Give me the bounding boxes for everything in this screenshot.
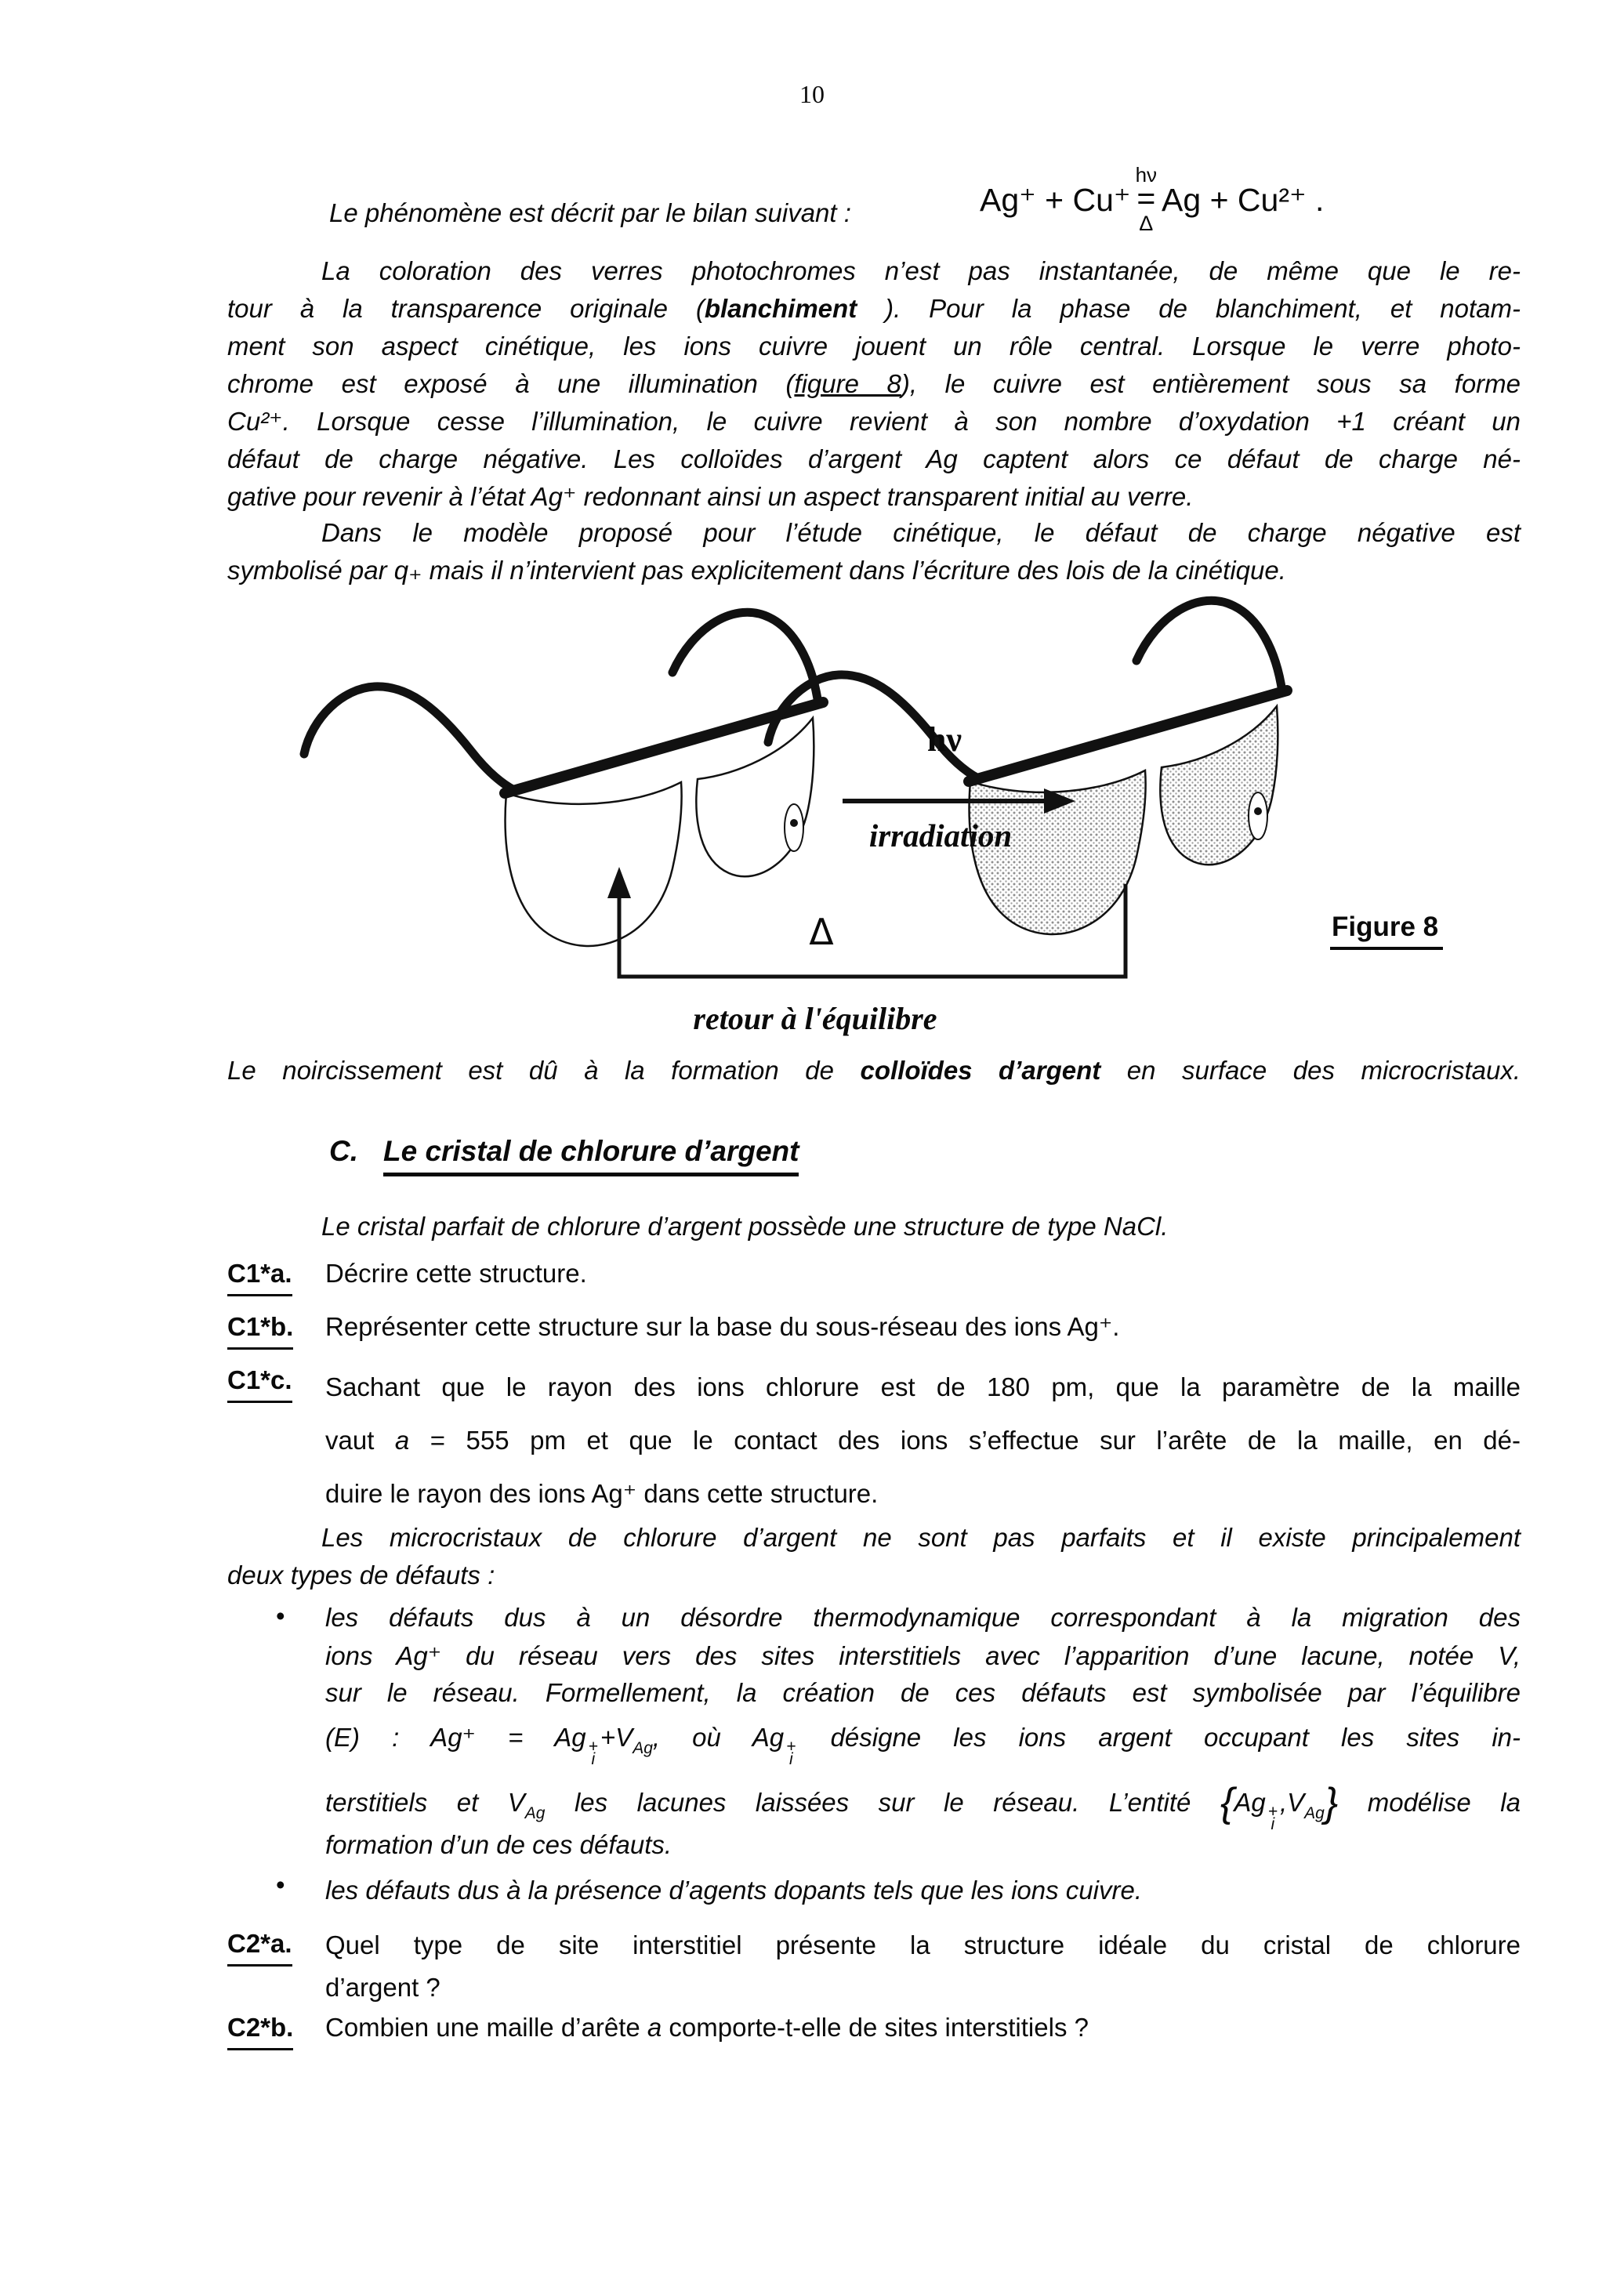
bullet-thermodynamic-defects xyxy=(227,1603,1521,1869)
text-line: Dans le modèle proposé pour l’étude cinétique, le défaut de charge négative est xyxy=(321,518,1521,547)
text-line: les défauts dus à la présence d’agents dopants tels que les ions cuivre. xyxy=(325,1876,1142,1905)
page-number: 10 xyxy=(799,80,825,108)
close-brace: } xyxy=(1324,1780,1339,1825)
equation-right-side: Ag + Cu²⁺ . xyxy=(1162,182,1325,218)
hv-label: hν xyxy=(926,720,962,759)
text-segment: Ag xyxy=(1234,1788,1266,1817)
text-line: ions Ag⁺ du réseau vers des sites interstitiels avec l’apparition d’une lacune, notée V, xyxy=(325,1641,1521,1670)
equation-delta-condition: Δ xyxy=(1139,212,1154,235)
text-segment: ). Pour la phase de blanchiment, et notam- xyxy=(857,294,1521,323)
irradiation-label: irradiation xyxy=(868,817,1013,854)
text-line: d’argent ? xyxy=(325,1973,440,2002)
vacancy-ag-subscript: Ag xyxy=(633,1739,653,1757)
vacancy-ag-subscript: Ag xyxy=(1304,1804,1325,1822)
text-line xyxy=(325,1414,1521,1467)
text-segment: ,V xyxy=(1279,1788,1305,1817)
text-line: formation d’un de ces défauts. xyxy=(325,1830,672,1859)
figure8-caption: Figure 8 xyxy=(1330,912,1443,950)
sub-i: i xyxy=(1271,1815,1275,1834)
text-segment: tour à la transparence originale ( xyxy=(227,294,705,323)
text-line: Cu²⁺. Lorsque cesse l’illumination, le cuivre revient à son nombre d’oxydation +1 créant un xyxy=(227,407,1521,436)
interstitial-index-stack xyxy=(786,1738,796,1769)
equation-hv-condition: hν xyxy=(1135,163,1158,187)
equation-left-side: Ag⁺ + Cu⁺ xyxy=(980,182,1131,218)
text-segment: les lacunes laissées sur le réseau. L’entité xyxy=(545,1788,1220,1817)
photochromic-equation xyxy=(980,165,1324,235)
question-text: Décrire cette structure. xyxy=(325,1259,587,1288)
text-line: Les microcristaux de chlorure d’argent ne sont pas parfaits et il existe principalement xyxy=(321,1523,1521,1552)
text-segment: chrome est exposé à une illumination ( xyxy=(227,369,795,398)
edge-parameter-a: a xyxy=(647,2013,662,2042)
text-segment: , où Ag xyxy=(652,1723,785,1752)
text-line: deux types de défauts : xyxy=(227,1561,495,1590)
colloides-bold: colloïdes d’argent xyxy=(860,1056,1101,1085)
retour-equilibre-label: retour à l'équilibre xyxy=(693,1001,937,1036)
text-segment: = 555 pm et que le contact des ions s’effectue sur l’arête de la maille, en dé- xyxy=(409,1426,1521,1455)
blanchiment-bold: blanchiment xyxy=(704,294,857,323)
glasses-darkened xyxy=(768,600,1287,934)
text-segment: comporte-t-elle de sites interstitiels ? xyxy=(662,2013,1089,2042)
text-line xyxy=(227,290,1521,328)
question-c2b xyxy=(227,2008,1521,2047)
paragraph-defects-intro xyxy=(227,1519,1521,1594)
text-line xyxy=(227,365,1521,403)
text-segment: ), le cuivre est entièrement sous sa forme xyxy=(901,369,1521,398)
question-text xyxy=(325,2008,1521,2047)
sup-plus: + xyxy=(588,1738,598,1756)
text-segment: +V xyxy=(600,1723,633,1752)
text-line: sur le réseau. Formellement, la création de ces défauts est symbolisée par l’équilibre xyxy=(325,1678,1521,1707)
text-segment: modélise la xyxy=(1338,1788,1521,1817)
text-segment: en surface des microcristaux. xyxy=(1100,1056,1521,1085)
text-segment: vaut xyxy=(325,1426,395,1455)
text-line: duire le rayon des ions Ag⁺ dans cette structure. xyxy=(325,1479,879,1508)
text-segment: (E) : Ag⁺ = Ag xyxy=(325,1723,586,1752)
section-c-heading xyxy=(329,1135,799,1168)
equation-equals-sign: = xyxy=(1136,180,1156,216)
lattice-parameter-a: a xyxy=(394,1426,410,1455)
equation-defect-line xyxy=(325,1722,1521,1769)
glasses-clear xyxy=(304,612,823,946)
bullet-icon: • xyxy=(276,1601,285,1630)
question-c2a xyxy=(227,1924,1521,2009)
question-label: C1*b. xyxy=(227,1307,293,1350)
text-line xyxy=(227,1052,1521,1089)
bullet-icon: • xyxy=(276,1870,285,1899)
sup-plus: + xyxy=(786,1738,796,1756)
question-label: C1*a. xyxy=(227,1254,292,1296)
section-letter: C. xyxy=(329,1135,358,1167)
question-c1a xyxy=(227,1254,1521,1293)
section-title: Le cristal de chlorure d’argent xyxy=(383,1135,799,1176)
sub-i: i xyxy=(591,1750,596,1769)
equation-entity-line xyxy=(325,1779,1521,1834)
question-text: Représenter cette structure sur la base du sous-réseau des ions Ag⁺. xyxy=(325,1312,1120,1341)
open-brace: { xyxy=(1220,1780,1234,1825)
question-text xyxy=(325,1361,1521,1521)
delta-label: Δ xyxy=(809,911,834,953)
text-segment: Le noircissement est dû à la formation de xyxy=(227,1056,861,1085)
text-segment: terstitiels et V xyxy=(325,1788,525,1817)
colloid-sentence xyxy=(227,1052,1521,1089)
equation-arrow-stack xyxy=(1136,165,1157,235)
interstitial-index-stack xyxy=(588,1738,598,1769)
question-label: C1*c. xyxy=(227,1361,292,1403)
text-segment: désigne les ions argent occupant les sites in- xyxy=(798,1723,1521,1752)
equation-lead-text: Le phénomène est décrit par le bilan suivant : xyxy=(329,198,851,227)
text-line: les défauts dus à un désordre thermodynamique correspondant à la migration des xyxy=(325,1603,1521,1632)
question-text xyxy=(325,1924,1521,2009)
bullet-dopant-defects xyxy=(227,1872,1521,1909)
text-segment: Combien une maille d’arête xyxy=(325,2013,647,2042)
text-line: symbolisé par q₊ mais il n’intervient pas explicitement dans l’écriture des lois de la cinétique. xyxy=(227,556,1286,585)
text-line: Quel type de site interstitiel présente la structure idéale du cristal de chlorure xyxy=(325,1930,1521,1959)
text-line: ment son aspect cinétique, les ions cuivre jouent un rôle central. Lorsque le verre photo- xyxy=(227,332,1521,361)
paragraph-modele xyxy=(227,514,1521,589)
interstitial-index-stack xyxy=(1267,1803,1278,1834)
question-c1b xyxy=(227,1307,1521,1347)
question-label: C2*a. xyxy=(227,1924,292,1967)
text-line: Sachant que le rayon des ions chlorure est de 180 pm, que la paramètre de la maille xyxy=(325,1372,1521,1401)
vacancy-ag-subscript: Ag xyxy=(524,1804,546,1822)
text-line: gative pour revenir à l’état Ag⁺ redonnant ainsi un aspect transparent initial au verre. xyxy=(227,482,1194,511)
paragraph-coloration xyxy=(227,252,1521,516)
question-c1c xyxy=(227,1361,1521,1521)
text-line: La coloration des verres photochromes n’est pas instantanée, de même que le re- xyxy=(321,256,1521,285)
question-label: C2*b. xyxy=(227,2008,293,2050)
sup-plus: + xyxy=(1267,1803,1278,1821)
sub-i: i xyxy=(788,1750,793,1769)
text-line: défaut de charge négative. Les colloïdes d’argent Ag captent alors ce défaut de charge né- xyxy=(227,444,1521,473)
figure8-reference: figure 8 xyxy=(794,369,901,398)
crystal-intro-sentence: Le cristal parfait de chlorure d’argent possède une structure de type NaCl. xyxy=(321,1212,1169,1241)
